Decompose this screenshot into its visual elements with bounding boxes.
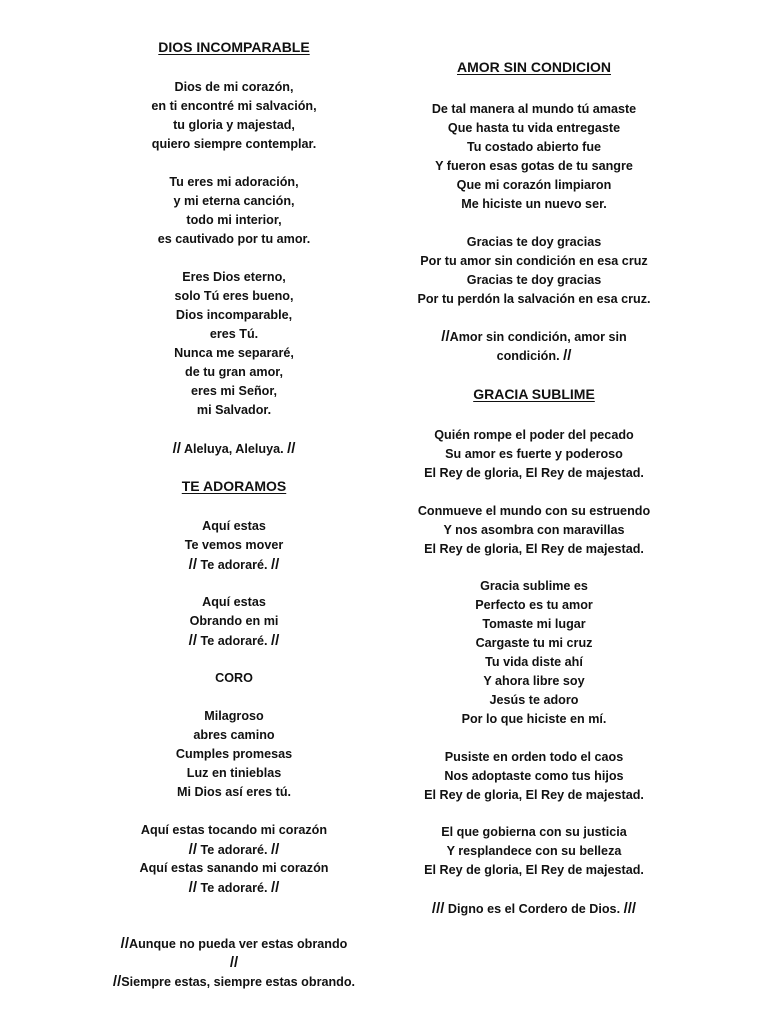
- repeat-marker: //: [270, 879, 280, 896]
- lyric-line: Cumples promesas: [175, 747, 293, 761]
- lyric-line: Te vemos mover: [184, 538, 284, 552]
- lyric-line: Eres Dios eterno,: [182, 270, 286, 284]
- repeat-marker: //: [112, 973, 122, 990]
- lyric-text: Te adoraré.: [197, 843, 271, 857]
- song-title-amor-sin-condicion: AMOR SIN CONDICION: [457, 59, 611, 75]
- repeat-marker: //: [120, 935, 129, 952]
- lyric-line: El Rey de gloria, El Rey de majestad.: [424, 788, 644, 802]
- lyric-line: El que gobierna con su justicia: [441, 825, 627, 839]
- repeat-line: [74, 953, 394, 973]
- lyric-line: Luz en tinieblas: [186, 766, 282, 780]
- repeat-line: [74, 878, 394, 898]
- repeat-marker: //: [172, 440, 181, 457]
- lyric-line: Por tu amor sin condición en esa cruz: [420, 254, 648, 268]
- lyric-line: Me hiciste un nuevo ser.: [461, 197, 607, 211]
- lyric-line: Cargaste tu mi cruz: [475, 636, 593, 650]
- repeat-marker: //: [563, 347, 572, 364]
- lyric-line: mi Salvador.: [196, 403, 272, 417]
- lyric-line: Mi Dios así eres tú.: [176, 785, 292, 799]
- lyric-line: y mi eterna canción,: [173, 194, 295, 208]
- lyric-line: Aquí estas tocando mi corazón: [140, 823, 328, 837]
- lyric-line: Pusiste en orden todo el caos: [444, 750, 624, 764]
- lyric-line: Conmueve el mundo con su estruendo: [417, 504, 651, 518]
- repeat-line: [74, 555, 394, 575]
- lyric-line: Tu vida diste ahí: [485, 655, 583, 669]
- lyric-line: de tu gran amor,: [185, 365, 283, 379]
- lyric-line: Por tu perdón la salvación en esa cruz.: [417, 292, 651, 306]
- song-title-dios-incomparable: DIOS INCOMPARABLE: [158, 39, 310, 55]
- lyric-line: tu gloria y majestad,: [173, 118, 295, 132]
- lyric-line: El Rey de gloria, El Rey de majestad.: [424, 863, 644, 877]
- lyric-line: Nos adoptaste como tus hijos: [444, 769, 624, 783]
- lyric-line: Dios incomparable,: [175, 308, 293, 322]
- lyric-line: Aquí estas sanando mi corazón: [139, 861, 329, 875]
- lyric-line: solo Tú eres bueno,: [174, 289, 294, 303]
- repeat-marker: //: [188, 556, 198, 573]
- lyric-line: Milagroso: [204, 709, 264, 723]
- lyric-line: eres mi Señor,: [190, 384, 278, 398]
- repeat-line: [380, 346, 688, 366]
- lyric-line: todo mi interior,: [186, 213, 282, 227]
- repeat-marker: //: [188, 879, 198, 896]
- chorus-label: CORO: [215, 671, 253, 685]
- lyric-line: Perfecto es tu amor: [475, 598, 593, 612]
- lyric-text: condición.: [496, 349, 564, 363]
- lyric-text: Aleluya, Aleluya.: [180, 442, 288, 456]
- lyric-text: Amor sin condición, amor sin: [449, 330, 627, 344]
- repeat-line: [74, 631, 394, 651]
- lyric-line: en ti encontré mi salvación,: [151, 99, 317, 113]
- repeat-marker: //: [229, 954, 239, 971]
- lyric-line: Obrando en mi: [189, 614, 279, 628]
- song-title-te-adoramos: TE ADORAMOS: [181, 478, 287, 494]
- repeat-line: [380, 899, 688, 919]
- lyric-line: Tu costado abierto fue: [466, 140, 602, 154]
- lyric-line: eres Tú.: [209, 327, 259, 341]
- lyric-line: quiero siempre contemplar.: [151, 137, 317, 151]
- lyric-text: Te adoraré.: [197, 634, 271, 648]
- repeat-line: [74, 840, 394, 860]
- repeat-marker: //: [270, 841, 280, 858]
- lyric-line: El Rey de gloria, El Rey de majestad.: [424, 542, 644, 556]
- lyric-line: Su amor es fuerte y poderoso: [445, 447, 623, 461]
- repeat-line: [74, 439, 394, 459]
- lyric-line: abres camino: [193, 728, 275, 742]
- lyric-line: Y resplandece con su belleza: [446, 844, 622, 858]
- lyric-line: Quién rompe el poder del pecado: [434, 428, 634, 442]
- repeat-marker: ///: [431, 900, 445, 917]
- lyric-line: Tu eres mi adoración,: [169, 175, 299, 189]
- repeat-line: [74, 934, 394, 954]
- lyric-line: Que hasta tu vida entregaste: [447, 121, 621, 135]
- lyric-line: Aquí estas: [202, 519, 266, 533]
- lyric-line: Nunca me separaré,: [174, 346, 294, 360]
- lyric-text: Digno es el Cordero de Dios.: [444, 902, 624, 916]
- repeat-marker: //: [270, 632, 280, 649]
- lyric-line: Y fueron esas gotas de tu sangre: [435, 159, 633, 173]
- song-title-gracia-sublime: GRACIA SUBLIME: [473, 386, 595, 402]
- lyric-text: Te adoraré.: [197, 558, 271, 572]
- lyric-line: Tomaste mi lugar: [482, 617, 586, 631]
- repeat-marker: //: [287, 440, 296, 457]
- lyric-line: De tal manera al mundo tú amaste: [431, 102, 637, 116]
- lyric-line: es cautivado por tu amor.: [157, 232, 311, 246]
- lyric-line: Gracias te doy gracias: [466, 235, 602, 249]
- lyric-text: Te adoraré.: [197, 881, 271, 895]
- lyric-line: Jesús te adoro: [489, 693, 579, 707]
- repeat-marker: //: [188, 841, 198, 858]
- lyric-line: Gracias te doy gracias: [466, 273, 602, 287]
- lyric-line: Dios de mi corazón,: [174, 80, 294, 94]
- lyric-line: Aquí estas: [202, 595, 266, 609]
- repeat-marker: //: [270, 556, 280, 573]
- lyric-text: Siempre estas, siempre estas obrando.: [121, 975, 356, 989]
- lyric-line: Gracia sublime es: [480, 579, 588, 593]
- repeat-marker: ///: [623, 900, 637, 917]
- lyric-line: Por lo que hiciste en mí.: [461, 712, 607, 726]
- lyric-line: Y ahora libre soy: [483, 674, 585, 688]
- lyric-line: Que mi corazón limpiaron: [456, 178, 612, 192]
- lyric-text: Aunque no pueda ver estas obrando: [129, 937, 348, 951]
- lyric-line: Y nos asombra con maravillas: [443, 523, 625, 537]
- repeat-marker: //: [188, 632, 198, 649]
- lyric-line: El Rey de gloria, El Rey de majestad.: [424, 466, 644, 480]
- repeat-line: [380, 327, 688, 347]
- repeat-line: [74, 972, 394, 992]
- repeat-marker: //: [441, 328, 450, 345]
